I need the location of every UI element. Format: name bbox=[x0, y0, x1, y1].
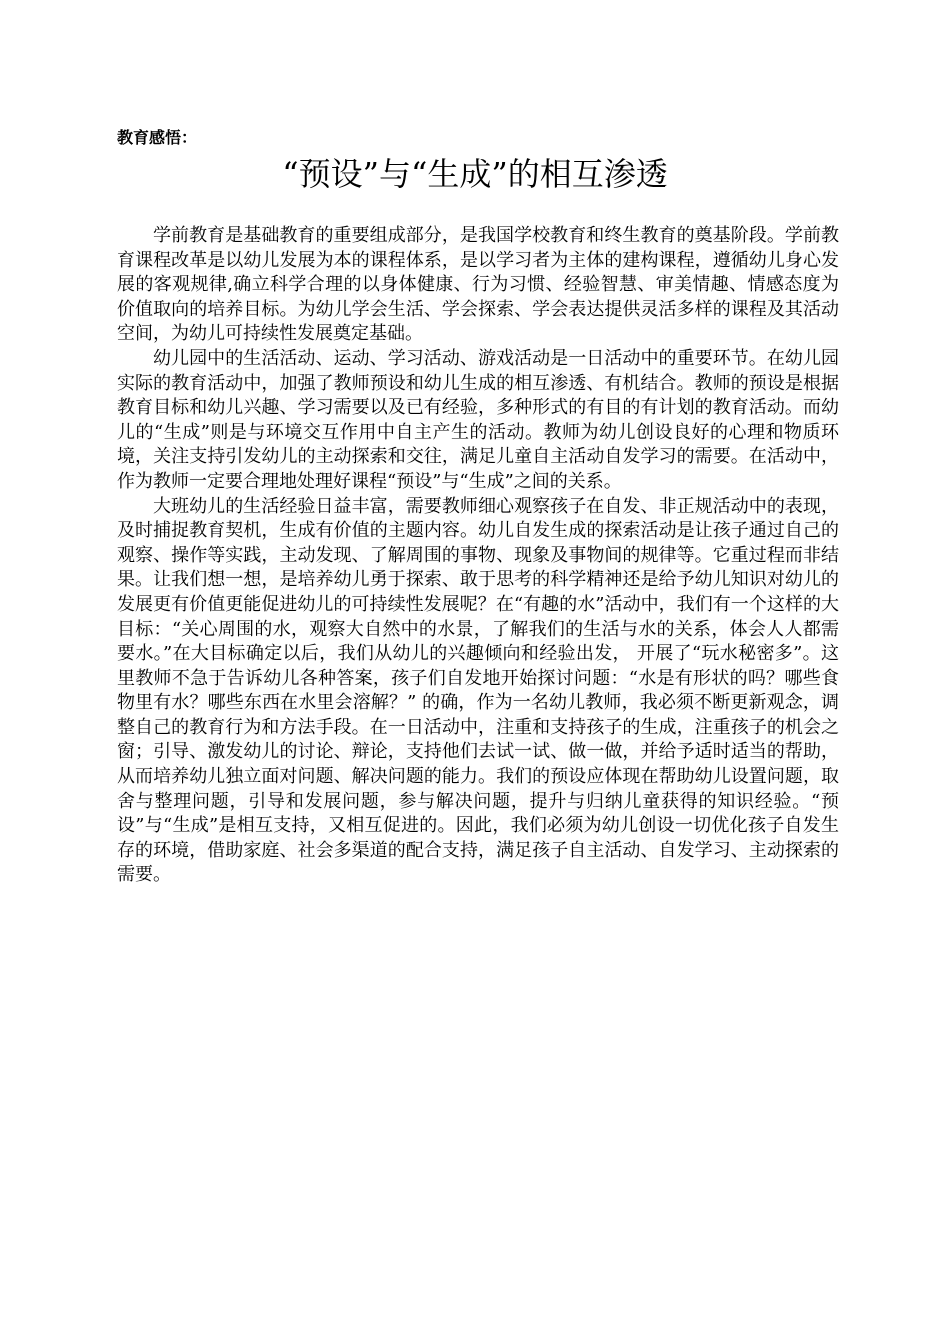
paragraph-3: 大班幼儿的生活经验日益丰富，需要教师细心观察孩子在自发、非正规活动中的表现，及时捕捉教育契机，生成有价值的主题内容。幼儿自发生成的探索活动是让孩子通过自己的观察、操作等实践，主动发现、了解周围的事物、现象及事物间的规律等。它重过程而非结果。让我们想一想，是培养幼儿勇于探索、敢于思考的科学精神还是给予幼儿知识对幼儿的发展更有价值更能促进幼儿的可持续性发展呢？在“有趣的水”活动中，我们有一个这样的大目标：“关心周围的水，观察大自然中的水景，了解我们的生活与水的关系，体会人人都需要水。”在大目标确定以后，我们从幼儿的兴趣倾向和经验出发， 开展了“玩水秘密多”。这里教师不急于告诉幼儿各种答案，孩子们自发地开始探讨问题：“水是有形状的吗？哪些食物里有水？哪些东西在水里会溶解？” 的确，作为一名幼儿教师，我必须不断更新观念，调整自己的教育行为和方法手段。在一日活动中，注重和支持孩子的生成，注重孩子的机会之窗；引导、激发幼儿的讨论、辩论，支持他们去试一试、做一做，并给予适时适当的帮助，从而培养幼儿独立面对问题、解决问题的能力。我们的预设应体现在帮助幼儿设置问题，取舍与整理问题，引导和发展问题，参与解决问题，提升与归纳儿童获得的知识经验。“预设”与“生成”是相互支持，又相互促进的。因此，我们必须为幼儿创设一切优化孩子自发生存的环境，借助家庭、社会多渠道的配合支持，满足孩子自主活动、自发学习、主动探索的需要。 bbox=[117, 495, 839, 886]
paragraph-1: 学前教育是基础教育的重要组成部分，是我国学校教育和终生教育的奠基阶段。学前教育课程改革是以幼儿发展为本的课程体系，是以学习者为主体的建构课程，遵循幼儿身心发展的客观规律,确立科学合理的以身体健康、行为习惯、经验智慧、审美情趣、情感态度为价值取向的培养目标。为幼儿学会生活、学会探索、学会表达提供灵活多样的课程及其活动空间，为幼儿可持续性发展奠定基础。 bbox=[117, 225, 839, 345]
section-label: 教育感悟： bbox=[117, 128, 198, 147]
paragraph-2: 幼儿园中的生活活动、运动、学习活动、游戏活动是一日活动中的重要环节。在幼儿园实际的教育活动中，加强了教师预设和幼儿生成的相互渗透、有机结合。教师的预设是根据教育目标和幼儿兴趣、学习需要以及已有经验，多种形式的有目的有计划的教育活动。而幼儿的“生成”则是与环境交互作用中自主产生的活动。教师为幼儿创设良好的心理和物质环境，关注支持引发幼儿的主动探索和交往，满足儿童自主活动自发学习的需要。在活动中，作为教师一定要合理地处理好课程“预设”与“生成”之间的关系。 bbox=[117, 347, 839, 492]
document-title: “预设”与“生成”的相互渗透 bbox=[282, 155, 668, 193]
document-body bbox=[117, 224, 839, 888]
